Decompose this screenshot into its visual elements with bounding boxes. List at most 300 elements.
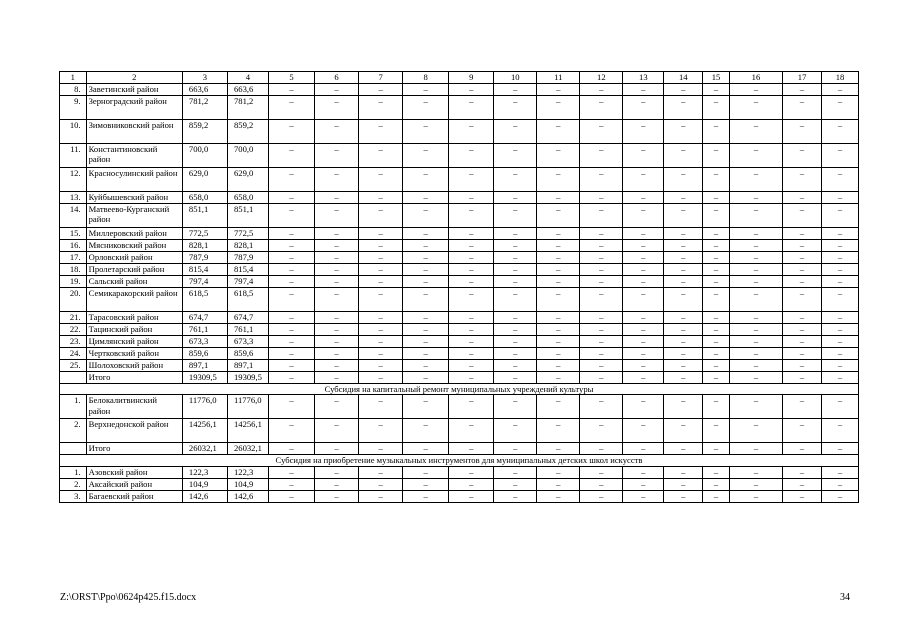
empty-dash: – xyxy=(359,144,403,168)
empty-dash: – xyxy=(449,312,494,324)
empty-dash: – xyxy=(537,96,580,120)
empty-dash: – xyxy=(359,372,403,384)
regional-value: 828,1 xyxy=(227,240,268,252)
regional-value: 781,2 xyxy=(227,96,268,120)
row-index: 2. xyxy=(60,478,87,490)
column-number: 17 xyxy=(783,72,822,84)
empty-dash: – xyxy=(494,264,537,276)
total-value: 700,0 xyxy=(182,144,227,168)
empty-dash: – xyxy=(359,228,403,240)
empty-dash: – xyxy=(580,228,623,240)
empty-dash: – xyxy=(537,324,580,336)
district-name: Итого xyxy=(86,443,182,455)
empty-dash: – xyxy=(783,348,822,360)
empty-dash: – xyxy=(580,466,623,478)
column-number: 14 xyxy=(664,72,703,84)
empty-dash: – xyxy=(449,84,494,96)
district-name: Красносулинский район xyxy=(86,168,182,192)
empty-dash: – xyxy=(822,478,859,490)
empty-dash: – xyxy=(449,372,494,384)
empty-dash: – xyxy=(580,252,623,264)
total-value: 618,5 xyxy=(182,288,227,312)
section-title-row xyxy=(60,455,859,466)
district-name: Константиновский район xyxy=(86,144,182,168)
empty-dash: – xyxy=(703,288,730,312)
empty-dash: – xyxy=(315,324,359,336)
empty-dash: – xyxy=(664,490,703,502)
empty-dash: – xyxy=(664,419,703,443)
empty-dash: – xyxy=(623,360,664,372)
empty-dash: – xyxy=(537,490,580,502)
empty-dash: – xyxy=(315,264,359,276)
empty-dash: – xyxy=(268,144,314,168)
empty-dash: – xyxy=(664,240,703,252)
empty-dash: – xyxy=(703,324,730,336)
empty-dash: – xyxy=(822,144,859,168)
row-index: 12. xyxy=(60,168,87,192)
empty-dash: – xyxy=(729,276,782,288)
empty-dash: – xyxy=(315,348,359,360)
row-index: 23. xyxy=(60,336,87,348)
empty-dash: – xyxy=(494,466,537,478)
total-value: 815,4 xyxy=(182,264,227,276)
row-index: 14. xyxy=(60,204,87,228)
section-title: Субсидия на капитальный ремонт муниципальных учреждений культуры xyxy=(60,384,859,395)
empty-dash: – xyxy=(822,168,859,192)
empty-dash: – xyxy=(359,204,403,228)
empty-dash: – xyxy=(268,264,314,276)
empty-dash: – xyxy=(703,443,730,455)
district-name: Тарасовский район xyxy=(86,312,182,324)
empty-dash: – xyxy=(783,395,822,419)
empty-dash: – xyxy=(580,443,623,455)
empty-dash: – xyxy=(580,264,623,276)
empty-dash: – xyxy=(449,204,494,228)
empty-dash: – xyxy=(537,252,580,264)
empty-dash: – xyxy=(822,276,859,288)
empty-dash: – xyxy=(268,120,314,144)
empty-dash: – xyxy=(623,264,664,276)
table-row xyxy=(60,168,859,192)
empty-dash: – xyxy=(449,419,494,443)
district-name: Семикаракорский район xyxy=(86,288,182,312)
empty-dash: – xyxy=(494,336,537,348)
empty-dash: – xyxy=(729,443,782,455)
empty-dash: – xyxy=(664,96,703,120)
regional-value: 897,1 xyxy=(227,360,268,372)
empty-dash: – xyxy=(623,336,664,348)
table-row xyxy=(60,204,859,228)
column-number: 15 xyxy=(703,72,730,84)
empty-dash: – xyxy=(315,360,359,372)
empty-dash: – xyxy=(783,168,822,192)
column-number: 16 xyxy=(729,72,782,84)
empty-dash: – xyxy=(268,348,314,360)
empty-dash: – xyxy=(315,168,359,192)
empty-dash: – xyxy=(623,443,664,455)
empty-dash: – xyxy=(359,348,403,360)
column-number: 8 xyxy=(403,72,449,84)
empty-dash: – xyxy=(359,240,403,252)
empty-dash: – xyxy=(783,419,822,443)
empty-dash: – xyxy=(537,204,580,228)
total-value: 658,0 xyxy=(182,192,227,204)
empty-dash: – xyxy=(623,192,664,204)
empty-dash: – xyxy=(623,204,664,228)
empty-dash: – xyxy=(822,228,859,240)
empty-dash: – xyxy=(729,395,782,419)
empty-dash: – xyxy=(729,84,782,96)
empty-dash: – xyxy=(822,348,859,360)
empty-dash: – xyxy=(359,395,403,419)
empty-dash: – xyxy=(664,264,703,276)
empty-dash: – xyxy=(494,443,537,455)
empty-dash: – xyxy=(359,466,403,478)
column-number: 3 xyxy=(182,72,227,84)
empty-dash: – xyxy=(623,372,664,384)
empty-dash: – xyxy=(537,466,580,478)
empty-dash: – xyxy=(449,478,494,490)
empty-dash: – xyxy=(623,478,664,490)
regional-value: 859,2 xyxy=(227,120,268,144)
empty-dash: – xyxy=(703,240,730,252)
empty-dash: – xyxy=(703,192,730,204)
empty-dash: – xyxy=(822,204,859,228)
empty-dash: – xyxy=(359,264,403,276)
regional-value: 797,4 xyxy=(227,276,268,288)
table-row xyxy=(60,192,859,204)
empty-dash: – xyxy=(537,276,580,288)
empty-dash: – xyxy=(664,228,703,240)
empty-dash: – xyxy=(664,192,703,204)
column-number: 13 xyxy=(623,72,664,84)
empty-dash: – xyxy=(537,419,580,443)
column-number: 12 xyxy=(580,72,623,84)
empty-dash: – xyxy=(403,96,449,120)
table-row xyxy=(60,395,859,419)
empty-dash: – xyxy=(729,466,782,478)
empty-dash: – xyxy=(359,324,403,336)
empty-dash: – xyxy=(403,168,449,192)
empty-dash: – xyxy=(822,395,859,419)
budget-table-sheet xyxy=(59,71,859,503)
district-name: Верхнедонской район xyxy=(86,419,182,443)
district-name: Аксайский район xyxy=(86,478,182,490)
empty-dash: – xyxy=(449,96,494,120)
empty-dash: – xyxy=(359,168,403,192)
empty-dash: – xyxy=(359,96,403,120)
empty-dash: – xyxy=(623,168,664,192)
empty-dash: – xyxy=(729,478,782,490)
empty-dash: – xyxy=(494,120,537,144)
empty-dash: – xyxy=(403,466,449,478)
empty-dash: – xyxy=(664,348,703,360)
regional-value: 815,4 xyxy=(227,264,268,276)
empty-dash: – xyxy=(664,466,703,478)
empty-dash: – xyxy=(664,288,703,312)
empty-dash: – xyxy=(315,443,359,455)
row-index: 3. xyxy=(60,490,87,502)
empty-dash: – xyxy=(537,228,580,240)
empty-dash: – xyxy=(623,144,664,168)
row-index: 18. xyxy=(60,264,87,276)
table-row xyxy=(60,443,859,455)
empty-dash: – xyxy=(268,360,314,372)
empty-dash: – xyxy=(729,419,782,443)
empty-dash: – xyxy=(315,96,359,120)
empty-dash: – xyxy=(494,240,537,252)
empty-dash: – xyxy=(494,84,537,96)
empty-dash: – xyxy=(315,252,359,264)
empty-dash: – xyxy=(268,372,314,384)
empty-dash: – xyxy=(783,96,822,120)
district-name: Итого xyxy=(86,372,182,384)
total-value: 663,6 xyxy=(182,84,227,96)
total-value: 673,3 xyxy=(182,336,227,348)
empty-dash: – xyxy=(268,324,314,336)
empty-dash: – xyxy=(268,443,314,455)
empty-dash: – xyxy=(783,240,822,252)
table-row xyxy=(60,120,859,144)
empty-dash: – xyxy=(537,443,580,455)
empty-dash: – xyxy=(703,252,730,264)
empty-dash: – xyxy=(315,240,359,252)
empty-dash: – xyxy=(580,324,623,336)
total-value: 19309,5 xyxy=(182,372,227,384)
empty-dash: – xyxy=(537,372,580,384)
empty-dash: – xyxy=(703,120,730,144)
empty-dash: – xyxy=(315,395,359,419)
table-row xyxy=(60,288,859,312)
empty-dash: – xyxy=(580,204,623,228)
empty-dash: – xyxy=(783,252,822,264)
empty-dash: – xyxy=(403,264,449,276)
empty-dash: – xyxy=(359,478,403,490)
empty-dash: – xyxy=(703,348,730,360)
empty-dash: – xyxy=(403,443,449,455)
empty-dash: – xyxy=(664,276,703,288)
row-index: 21. xyxy=(60,312,87,324)
empty-dash: – xyxy=(783,336,822,348)
empty-dash: – xyxy=(729,240,782,252)
empty-dash: – xyxy=(729,336,782,348)
empty-dash: – xyxy=(822,312,859,324)
empty-dash: – xyxy=(729,120,782,144)
empty-dash: – xyxy=(580,395,623,419)
regional-value: 14256,1 xyxy=(227,419,268,443)
empty-dash: – xyxy=(449,144,494,168)
empty-dash: – xyxy=(315,192,359,204)
empty-dash: – xyxy=(449,120,494,144)
empty-dash: – xyxy=(729,192,782,204)
empty-dash: – xyxy=(315,144,359,168)
empty-dash: – xyxy=(783,443,822,455)
regional-value: 851,1 xyxy=(227,204,268,228)
empty-dash: – xyxy=(822,84,859,96)
empty-dash: – xyxy=(268,252,314,264)
empty-dash: – xyxy=(580,348,623,360)
empty-dash: – xyxy=(315,419,359,443)
empty-dash: – xyxy=(268,84,314,96)
row-index: 9. xyxy=(60,96,87,120)
total-value: 787,9 xyxy=(182,252,227,264)
row-index: 1. xyxy=(60,466,87,478)
empty-dash: – xyxy=(403,288,449,312)
total-value: 897,1 xyxy=(182,360,227,372)
empty-dash: – xyxy=(783,288,822,312)
empty-dash: – xyxy=(403,490,449,502)
column-number: 4 xyxy=(227,72,268,84)
regional-value: 761,1 xyxy=(227,324,268,336)
empty-dash: – xyxy=(537,395,580,419)
empty-dash: – xyxy=(623,324,664,336)
empty-dash: – xyxy=(449,466,494,478)
empty-dash: – xyxy=(268,336,314,348)
empty-dash: – xyxy=(537,144,580,168)
empty-dash: – xyxy=(822,419,859,443)
total-value: 859,6 xyxy=(182,348,227,360)
empty-dash: – xyxy=(783,192,822,204)
empty-dash: – xyxy=(494,490,537,502)
empty-dash: – xyxy=(729,264,782,276)
empty-dash: – xyxy=(537,192,580,204)
table-row xyxy=(60,478,859,490)
table-row xyxy=(60,240,859,252)
empty-dash: – xyxy=(315,478,359,490)
row-index: 15. xyxy=(60,228,87,240)
table-row xyxy=(60,372,859,384)
empty-dash: – xyxy=(537,84,580,96)
empty-dash: – xyxy=(315,204,359,228)
row-index: 20. xyxy=(60,288,87,312)
empty-dash: – xyxy=(729,372,782,384)
empty-dash: – xyxy=(703,276,730,288)
row-index: 25. xyxy=(60,360,87,372)
empty-dash: – xyxy=(580,478,623,490)
empty-dash: – xyxy=(664,395,703,419)
empty-dash: – xyxy=(449,360,494,372)
empty-dash: – xyxy=(664,312,703,324)
empty-dash: – xyxy=(783,276,822,288)
empty-dash: – xyxy=(537,312,580,324)
empty-dash: – xyxy=(623,228,664,240)
column-number: 18 xyxy=(822,72,859,84)
column-number: 9 xyxy=(449,72,494,84)
empty-dash: – xyxy=(403,395,449,419)
footer-file-path: Z:\ORST\Ppo\0624p425.f15.docx xyxy=(60,592,197,603)
total-value: 674,7 xyxy=(182,312,227,324)
empty-dash: – xyxy=(403,252,449,264)
empty-dash: – xyxy=(783,324,822,336)
empty-dash: – xyxy=(315,312,359,324)
empty-dash: – xyxy=(703,204,730,228)
total-value: 26032,1 xyxy=(182,443,227,455)
empty-dash: – xyxy=(449,490,494,502)
empty-dash: – xyxy=(494,228,537,240)
regional-value: 700,0 xyxy=(227,144,268,168)
empty-dash: – xyxy=(449,168,494,192)
empty-dash: – xyxy=(403,84,449,96)
table-row xyxy=(60,490,859,502)
regional-value: 26032,1 xyxy=(227,443,268,455)
table-row xyxy=(60,348,859,360)
empty-dash: – xyxy=(703,96,730,120)
empty-dash: – xyxy=(315,228,359,240)
empty-dash: – xyxy=(494,288,537,312)
empty-dash: – xyxy=(403,419,449,443)
empty-dash: – xyxy=(783,466,822,478)
regional-value: 11776,0 xyxy=(227,395,268,419)
empty-dash: – xyxy=(580,372,623,384)
empty-dash: – xyxy=(623,252,664,264)
regional-value: 673,3 xyxy=(227,336,268,348)
empty-dash: – xyxy=(315,84,359,96)
empty-dash: – xyxy=(403,478,449,490)
empty-dash: – xyxy=(580,168,623,192)
empty-dash: – xyxy=(664,144,703,168)
empty-dash: – xyxy=(268,168,314,192)
empty-dash: – xyxy=(580,419,623,443)
empty-dash: – xyxy=(359,84,403,96)
empty-dash: – xyxy=(359,288,403,312)
empty-dash: – xyxy=(403,204,449,228)
empty-dash: – xyxy=(403,324,449,336)
empty-dash: – xyxy=(449,252,494,264)
column-number: 2 xyxy=(86,72,182,84)
total-value: 122,3 xyxy=(182,466,227,478)
empty-dash: – xyxy=(359,336,403,348)
district-name: Матвеево-Курганский район xyxy=(86,204,182,228)
empty-dash: – xyxy=(703,264,730,276)
regional-value: 142,6 xyxy=(227,490,268,502)
district-name: Пролетарский район xyxy=(86,264,182,276)
district-name: Сальский район xyxy=(86,276,182,288)
district-name: Шолоховский район xyxy=(86,360,182,372)
total-value: 859,2 xyxy=(182,120,227,144)
empty-dash: – xyxy=(537,120,580,144)
empty-dash: – xyxy=(729,312,782,324)
empty-dash: – xyxy=(783,228,822,240)
empty-dash: – xyxy=(449,348,494,360)
row-index: 10. xyxy=(60,120,87,144)
empty-dash: – xyxy=(359,192,403,204)
empty-dash: – xyxy=(403,348,449,360)
empty-dash: – xyxy=(403,228,449,240)
empty-dash: – xyxy=(729,360,782,372)
empty-dash: – xyxy=(664,120,703,144)
empty-dash: – xyxy=(822,240,859,252)
empty-dash: – xyxy=(729,348,782,360)
regional-value: 104,9 xyxy=(227,478,268,490)
empty-dash: – xyxy=(268,312,314,324)
empty-dash: – xyxy=(315,276,359,288)
empty-dash: – xyxy=(449,228,494,240)
empty-dash: – xyxy=(664,84,703,96)
district-name: Цимлянский район xyxy=(86,336,182,348)
empty-dash: – xyxy=(494,372,537,384)
empty-dash: – xyxy=(403,192,449,204)
empty-dash: – xyxy=(537,168,580,192)
empty-dash: – xyxy=(268,240,314,252)
empty-dash: – xyxy=(449,264,494,276)
empty-dash: – xyxy=(449,324,494,336)
table-row xyxy=(60,84,859,96)
empty-dash: – xyxy=(494,276,537,288)
empty-dash: – xyxy=(783,478,822,490)
district-name: Орловский район xyxy=(86,252,182,264)
district-name: Зерноградский район xyxy=(86,96,182,120)
row-index: 17. xyxy=(60,252,87,264)
